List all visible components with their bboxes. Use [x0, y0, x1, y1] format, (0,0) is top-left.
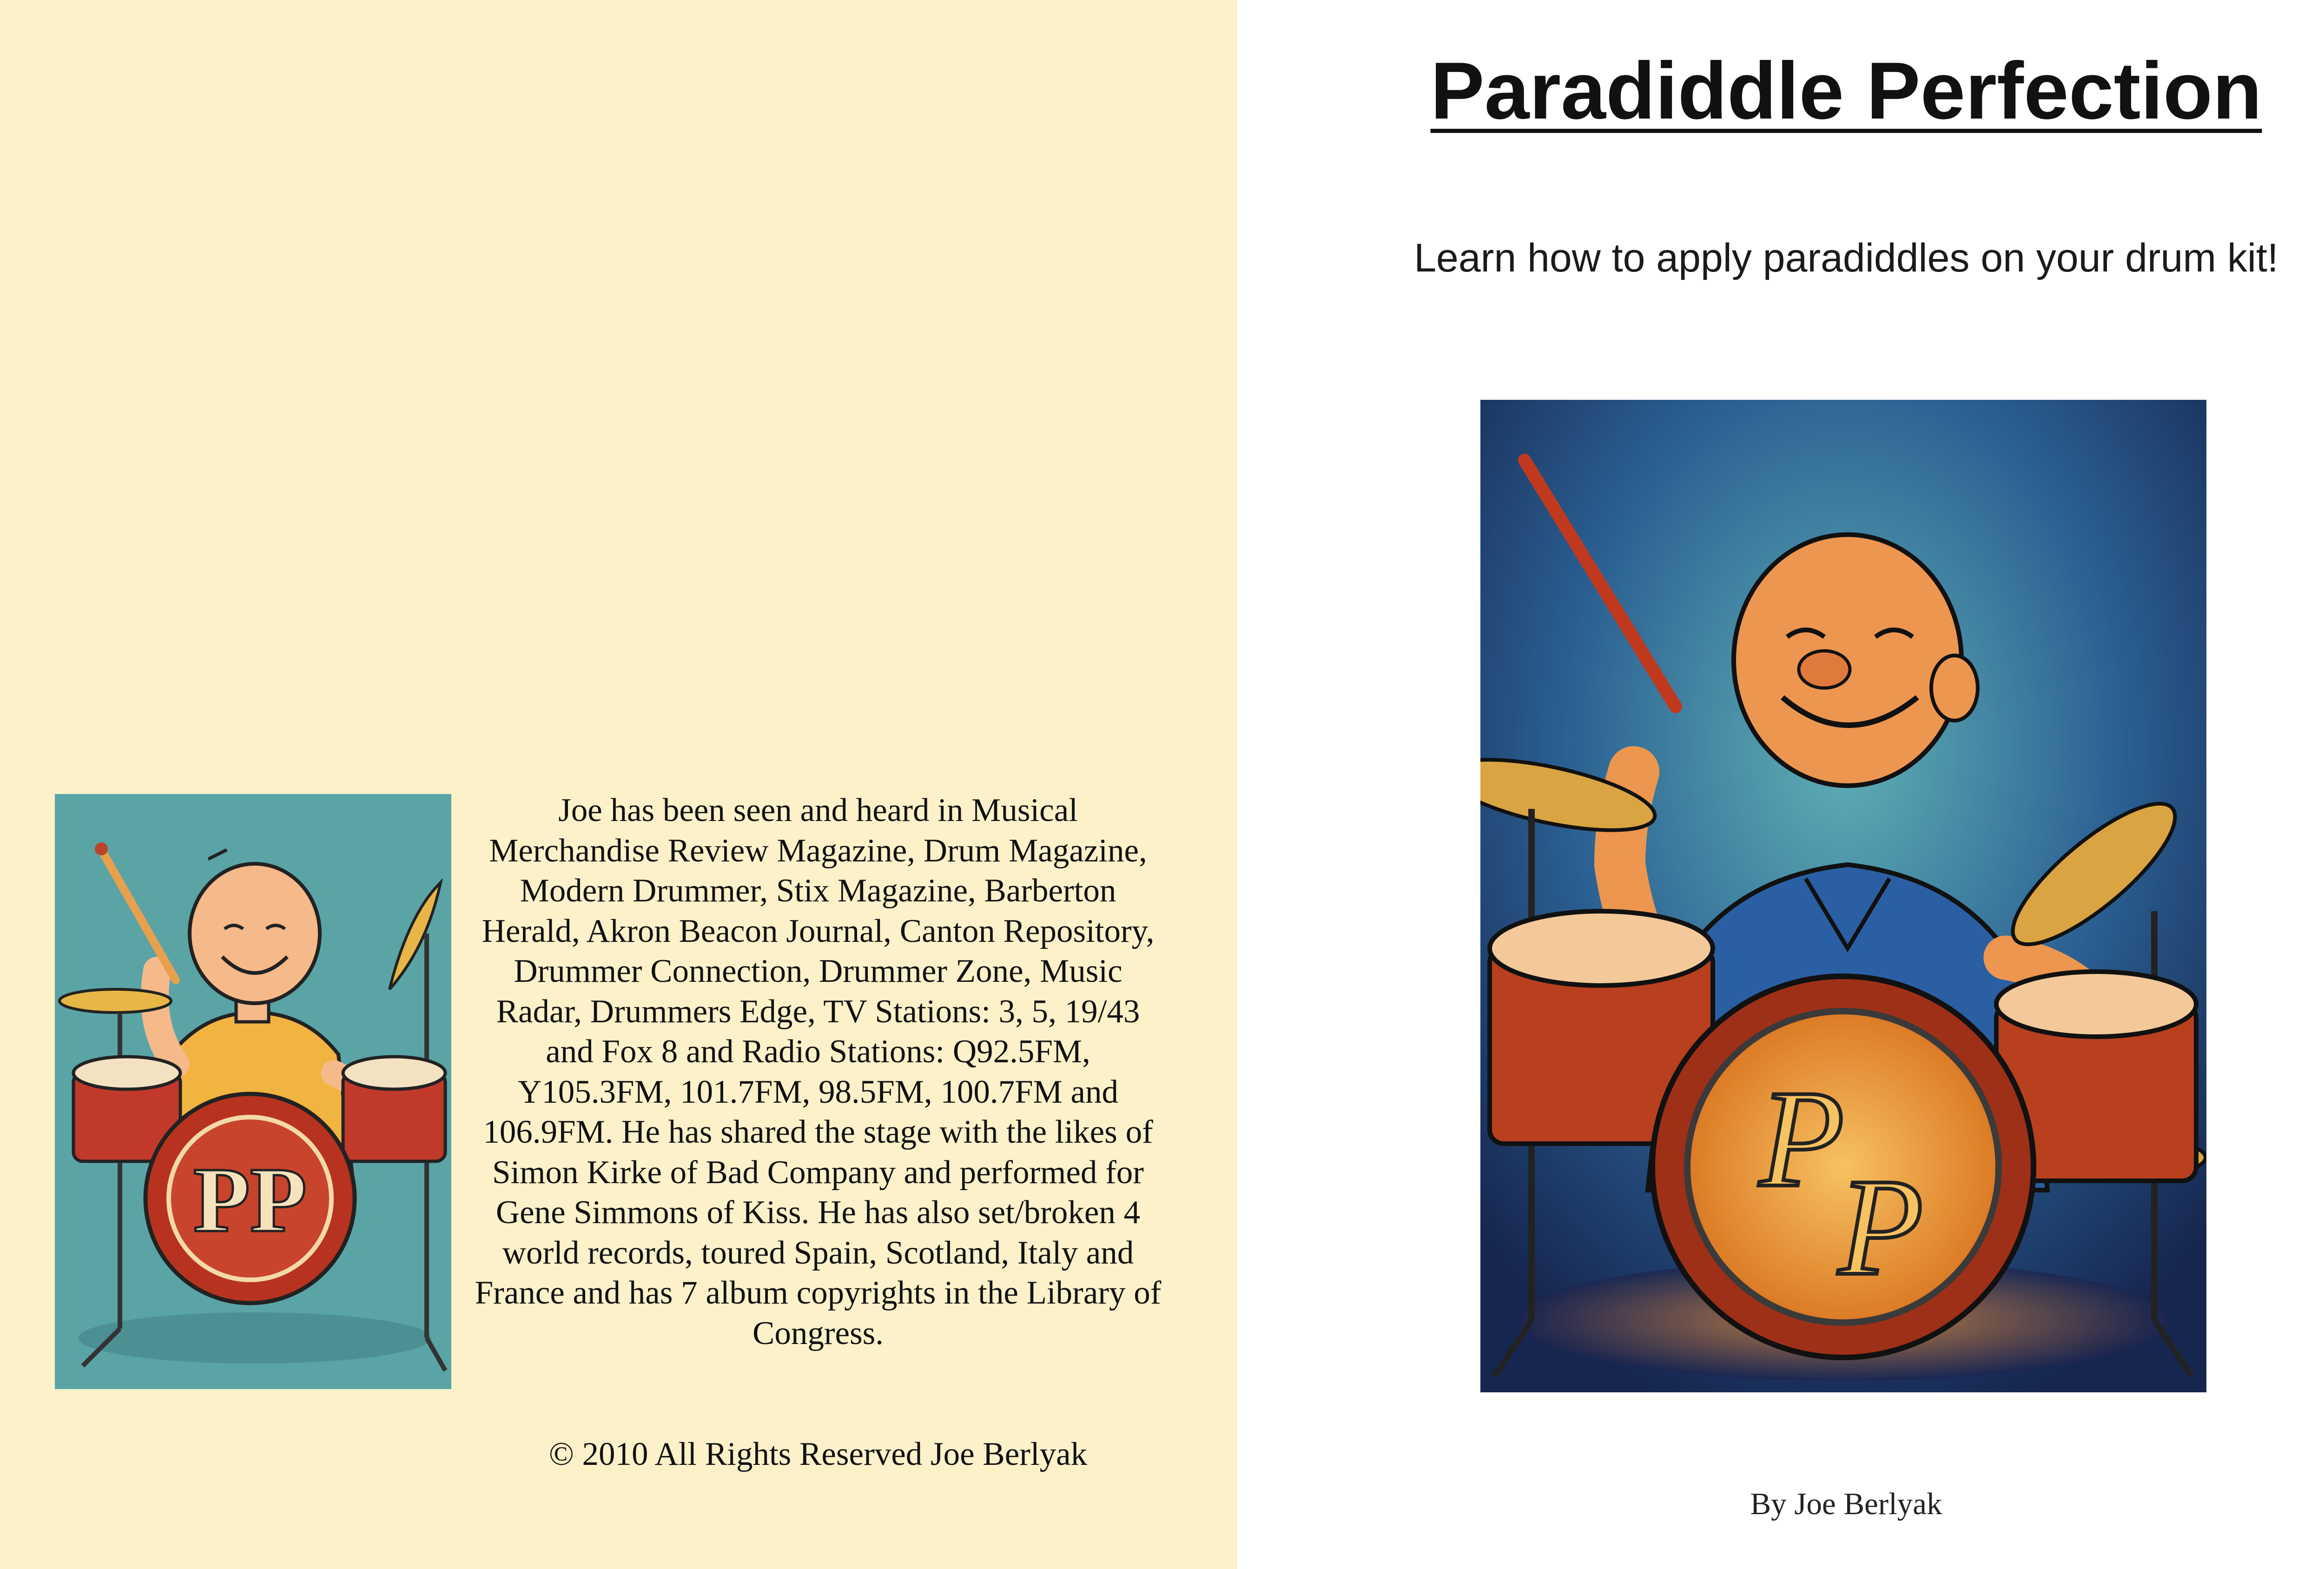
- bass-drum-monogram-p2: P: [1838, 1150, 1924, 1304]
- cover-drummer-painting: [1480, 400, 2206, 1392]
- book-title: Paradiddle Perfection: [1430, 45, 2262, 136]
- book-subtitle: Learn how to apply paradiddles on your drum kit!: [1414, 236, 2278, 280]
- cartoon-drummer-image: [55, 794, 451, 1389]
- author-bio: Joe has been seen and heard in Musical Merchandise Review Magazine, Drum Magazine, Modern Drummer, Stix Magazine, Barberton Herald, Akron Beacon Journal, Canton Repository, Drummer Connection, Drummer Zone, Music Radar, Drummers Edge, TV Stations: 3, 5, 19/43 and Fox 8 and Radio Stations: Q92.5FM, Y105.3FM, 101.7FM, 98.5FM, 100.7FM and 106.9FM. He has shared the stage with the likes of Simon Kirke of Bad Company and performed for Gene Simmons of Kiss. He has also set/broken 4 world records, toured Spain, Scotland, Italy and France and has 7 album copyrights in the Library of Congress.: [475, 792, 1162, 1351]
- bass-drum-monogram-p1: P: [1759, 1061, 1845, 1216]
- bass-drum-logo: PP: [193, 1149, 307, 1251]
- copyright-notice: © 2010 All Rights Reserved Joe Berlyak: [548, 1436, 1088, 1472]
- author-byline: By Joe Berlyak: [1750, 1487, 1942, 1521]
